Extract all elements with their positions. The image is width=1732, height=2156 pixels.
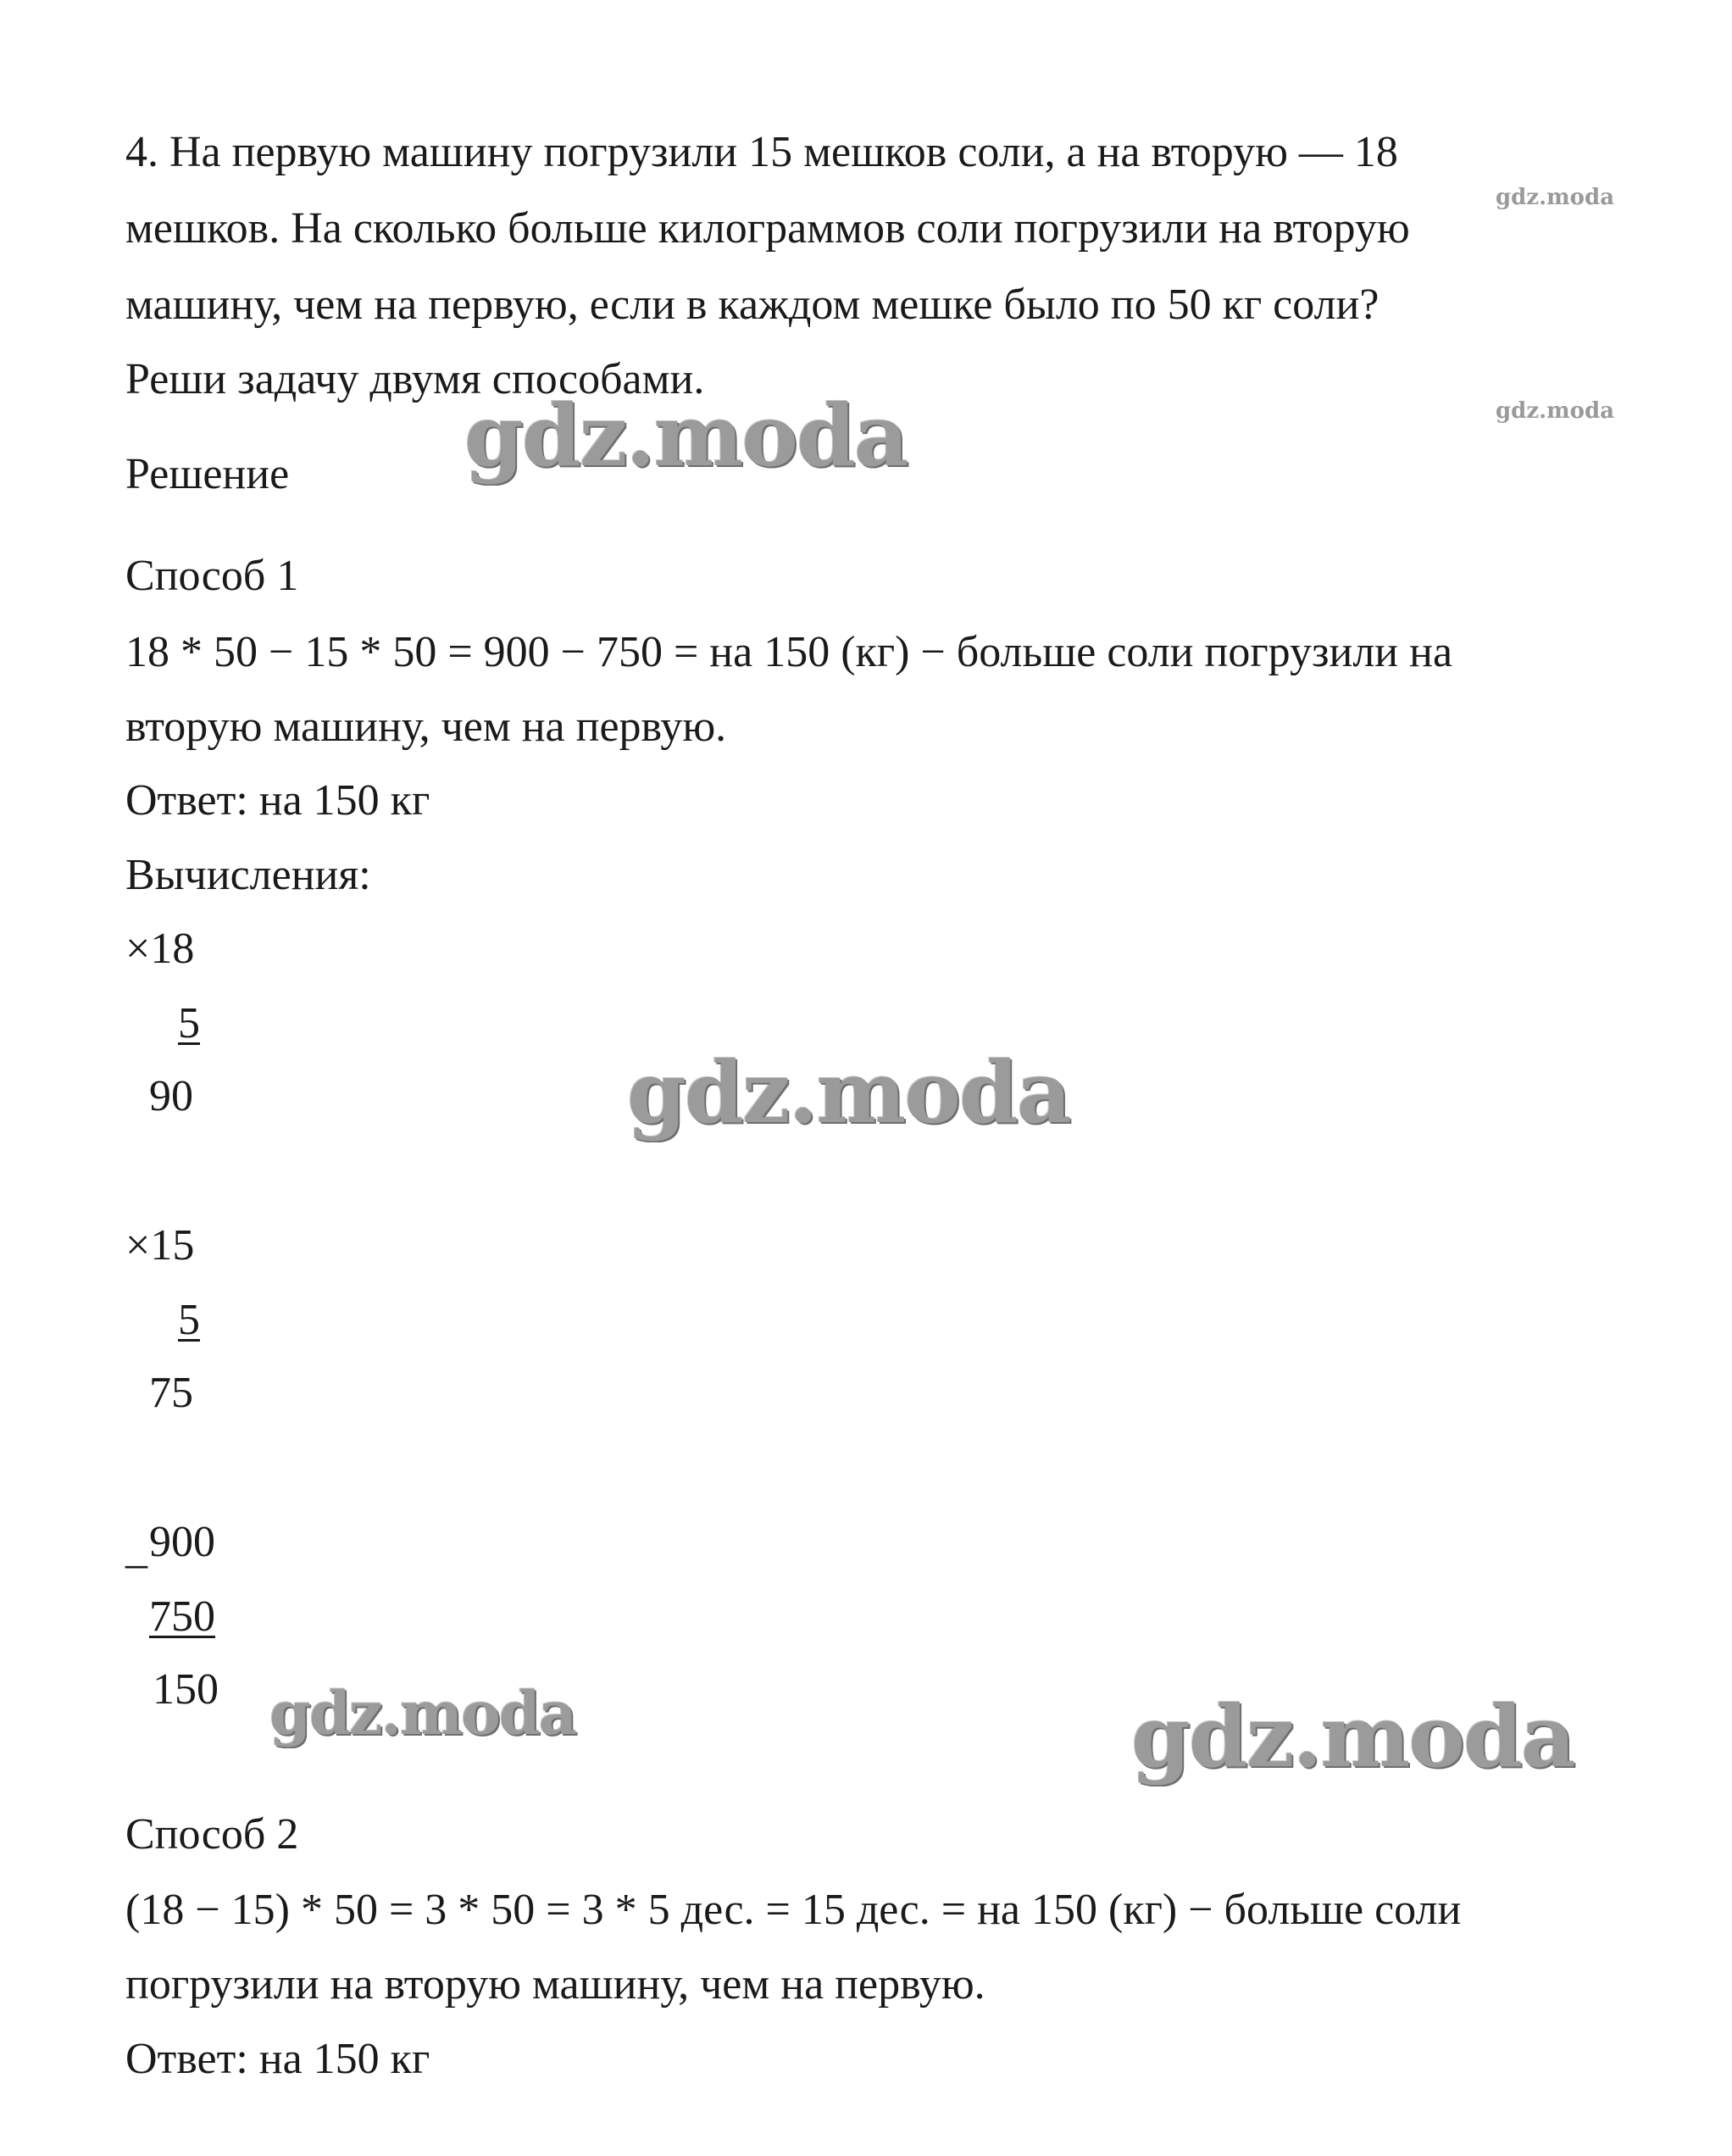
- method2-line-2: погрузили на вторую машину, чем на первую.: [125, 1960, 985, 2009]
- calc2-top: ×15: [125, 1221, 195, 1270]
- calc3-subtrahend: 750: [149, 1592, 215, 1641]
- calc2-result: 75: [149, 1369, 193, 1417]
- method2-answer: Ответ: на 150 кг: [125, 2035, 430, 2083]
- method1-answer: Ответ: на 150 кг: [125, 776, 430, 825]
- method2-title: Способ 2: [125, 1810, 299, 1859]
- watermark-large-1: gdz.moda: [464, 386, 908, 486]
- calc1-multiplier: 5: [178, 999, 200, 1047]
- task-line-4: Реши задачу двумя способами.: [125, 355, 705, 403]
- calc3-result: 150: [153, 1665, 219, 1714]
- method1-line-1: 18 * 50 − 15 * 50 = 900 − 750 = на 150 (кг) − больше соли погрузили на: [125, 628, 1453, 676]
- calc2-multiplier: 5: [178, 1296, 200, 1344]
- watermark-small-1: gdz.moda: [1496, 185, 1615, 210]
- method2-line-1: (18 − 15) * 50 = 3 * 50 = 3 * 5 дес. = 15 дес. = на 150 (кг) − больше соли: [125, 1886, 1462, 1934]
- watermark-large-2: gdz.moda: [627, 1042, 1070, 1142]
- solution-heading: Решение: [125, 450, 290, 498]
- watermark-large-4: gdz.moda: [1131, 1686, 1574, 1786]
- task-line-1: 4. На первую машину погрузили 15 мешков соли, а на вторую — 18: [125, 128, 1398, 176]
- calc3-sign: _: [125, 1525, 147, 1573]
- method1-title: Способ 1: [125, 552, 299, 600]
- calc1-result: 90: [149, 1072, 193, 1120]
- calc3-top: 900: [149, 1518, 215, 1566]
- task-line-2: мешков. На сколько больше килограммов соли погрузили на вторую: [125, 204, 1410, 253]
- calc1-top: ×18: [125, 925, 195, 973]
- watermark-small-2: gdz.moda: [1496, 398, 1615, 424]
- watermark-large-3: gdz.moda: [269, 1678, 576, 1748]
- task-line-3: машину, чем на первую, если в каждом мешке было по 50 кг соли?: [125, 281, 1379, 329]
- calc-title: Вычисления:: [125, 851, 371, 899]
- method1-line-2: вторую машину, чем на первую.: [125, 703, 727, 751]
